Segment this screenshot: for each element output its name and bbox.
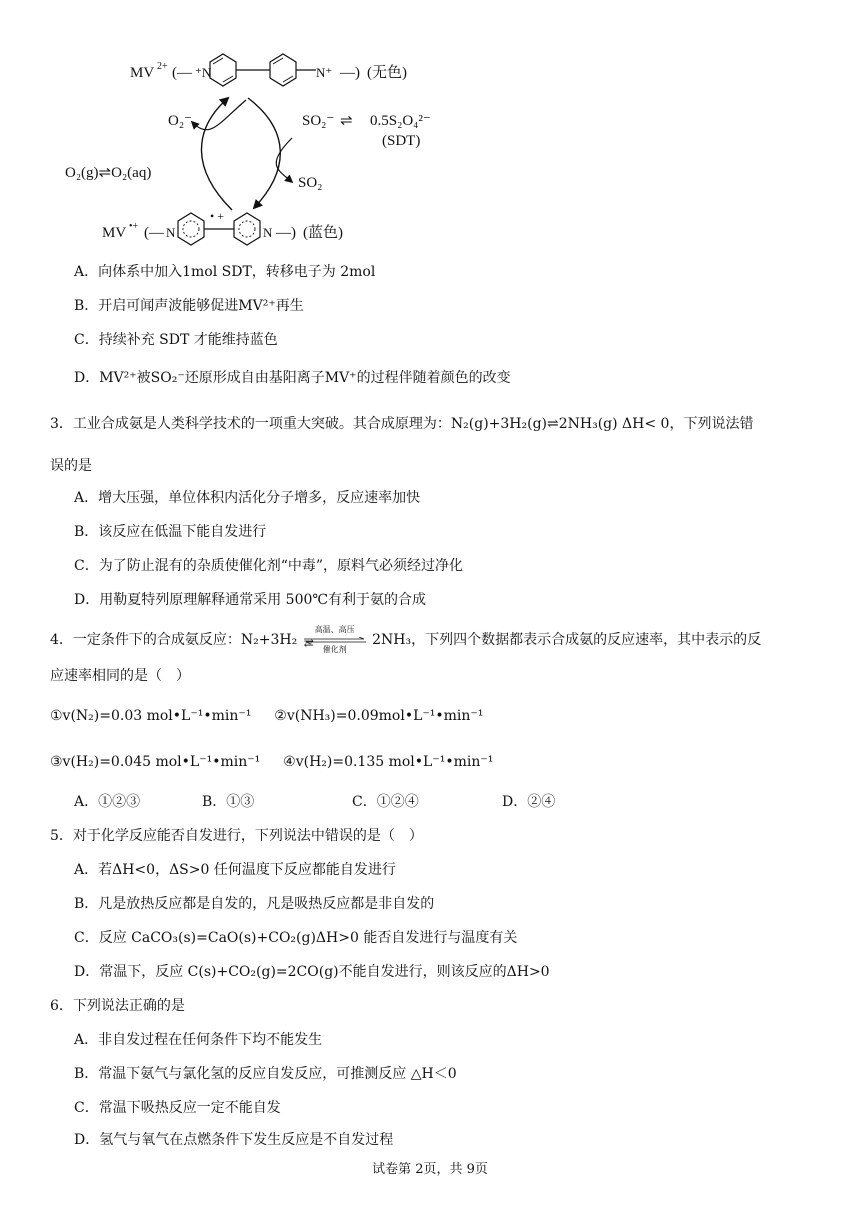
mv2-color: (无色): [367, 65, 407, 81]
mv-radical-label: MV: [102, 225, 127, 241]
n-left-bottom: N: [166, 225, 176, 240]
q4-data-2: ②v(NH₃)=0.09mol•L⁻¹•min⁻¹: [274, 708, 484, 724]
reaction-condition-arrow: [302, 625, 368, 654]
n-right-bottom: N: [263, 225, 273, 240]
q2-option-b: B．开启可闻声波能够促进MV²⁺再生: [74, 298, 304, 314]
mv2-charge: 2+: [157, 61, 168, 72]
q4-option-b: B．①③: [202, 794, 255, 810]
q4-option-c: C．①②④: [352, 794, 419, 810]
condition-top: 高温、高压: [314, 625, 355, 634]
equilibrium-lines: [302, 637, 368, 645]
superoxide-label: O₂⁻: [168, 113, 192, 129]
q4-stem-part-b: 2NH₃，下列四个数据都表示合成氨的反应速率，其中表示的反: [372, 632, 762, 648]
q3-option-a: A．增大压强，单位体积内活化分子增多，反应速率加快: [74, 490, 421, 506]
q4-stem-part-a: 4．一定条件下的合成氨反应：N₂+3H₂: [50, 632, 298, 648]
q4-data-row1: [50, 706, 483, 726]
pyridine-ring-right: [270, 54, 296, 86]
q2-option-d: D．MV²⁺被SO₂⁻还原形成自由基阳离子MV⁺的过程伴随着颜色的改变: [74, 370, 511, 386]
q5-option-b: B．凡是放热反应都是自发的，凡是吸热反应都是非自发的: [74, 896, 435, 912]
reduction-arrow: [248, 98, 280, 208]
q6-option-c: C．常温下吸热反应一定不能自发: [74, 1100, 281, 1116]
q6-stem: 6．下列说法正确的是: [50, 998, 185, 1014]
q5-option-c: C．反应 CaCO₃(s)=CaO(s)+CO₂(g)ΔH>0 能否自发进行与温度有关: [74, 930, 518, 946]
q6-option-a: A．非自发过程在任何条件下均不能发生: [74, 1032, 323, 1048]
pyridine-ring-left: [210, 54, 236, 86]
q6-option-d: D．氢气与氧气在点燃条件下发生反应是不自发过程: [74, 1132, 394, 1148]
q3-option-c: C．为了防止混有的杂质使催化剂“中毒”，原料气必须经过净化: [74, 558, 464, 574]
q4-data-row2: [50, 752, 493, 772]
n-plus-right: N⁺: [316, 65, 333, 80]
reduced-ring-left: [178, 213, 204, 245]
reduced-ring-right: [234, 213, 260, 245]
radical-dot-plus: • +: [210, 209, 224, 223]
q3-option-d: D．用勒夏特列原理解释通常采用 500℃有利于氨的合成: [74, 592, 427, 608]
q3-option-b: B．该反应在低温下能自发进行: [74, 524, 267, 540]
q5-option-d: D．常温下，反应 C(s)+CO₂(g)=2CO(g)不能自发进行，则该反应的ΔH>0: [74, 964, 550, 980]
mv2-label: MV: [130, 65, 155, 81]
sdt-label: (SDT): [382, 133, 421, 149]
q3-stem-line1: 3．工业合成氨是人类科学技术的一项重大突破。其合成原理为：N₂(g)+3H₂(g)⇌2NH₃(g) ΔH< 0，下列说法错: [50, 416, 754, 432]
page-footer: 试卷第 2页，共 9页: [372, 1162, 488, 1177]
mv-bracket-left: (—: [144, 225, 164, 241]
q4-option-d: D．②④: [502, 794, 556, 810]
q6-option-b: B．常温下氨气与氯化氢的反应自发反应，可推测反应 △H＜0: [74, 1066, 457, 1082]
condition-bottom: 催化剂: [322, 645, 347, 654]
mv2-bracket-left: (—: [172, 65, 192, 81]
so2-label: SO₂: [298, 175, 323, 191]
n-plus-left: ⁺N: [195, 65, 212, 80]
mv-redox-cycle-diagram: [60, 40, 480, 255]
q4-data-1: ①v(N₂)=0.03 mol•L⁻¹•min⁻¹: [50, 708, 252, 724]
q4-stem-line2: 应速率相同的是（ ）: [50, 668, 190, 684]
q4-option-a: A．①②③: [74, 794, 141, 810]
oxygen-equilibrium: O₂(g)⇌O₂(aq): [65, 165, 152, 181]
o2-branch-arrow: [192, 100, 246, 130]
q4-stem-line1: [50, 625, 762, 654]
q5-option-a: A．若ΔH<0，ΔS>0 任何温度下反应都能自发进行: [74, 862, 396, 878]
equilibrium-arrows: ⇄: [303, 636, 313, 650]
q3-stem-line2: 误的是: [50, 458, 92, 474]
delocalized-ring-left: [183, 221, 199, 237]
mv2-bracket-right: —): [340, 65, 360, 81]
q2-option-c: C．持续补充 SDT 才能维持蓝色: [74, 332, 278, 348]
eq-arrow-symbol: ⇌: [340, 113, 353, 129]
mv-bracket-right: —): [276, 225, 296, 241]
oxidation-arrow: [201, 98, 232, 210]
q2-option-a: A．向体系中加入1mol SDT，转移电子为 2mol: [74, 264, 376, 280]
diagram-svg: [60, 40, 480, 255]
so2-branch-arrow: [276, 138, 292, 182]
mv-radical-color: (蓝色): [303, 225, 343, 241]
so2-radical-label: SO₂⁻: [302, 113, 335, 129]
mv-radical-charge: •+: [129, 221, 139, 232]
delocalized-ring-right: [239, 221, 255, 237]
q4-data-4: ④v(H₂)=0.135 mol•L⁻¹•min⁻¹: [283, 754, 494, 770]
sdt-equivalent: 0.5S₂O₄²⁻: [370, 113, 431, 129]
q5-stem: 5．对于化学反应能否自发进行，下列说法中错误的是（ ）: [50, 828, 423, 844]
q4-data-3: ③v(H₂)=0.045 mol•L⁻¹•min⁻¹: [50, 754, 261, 770]
